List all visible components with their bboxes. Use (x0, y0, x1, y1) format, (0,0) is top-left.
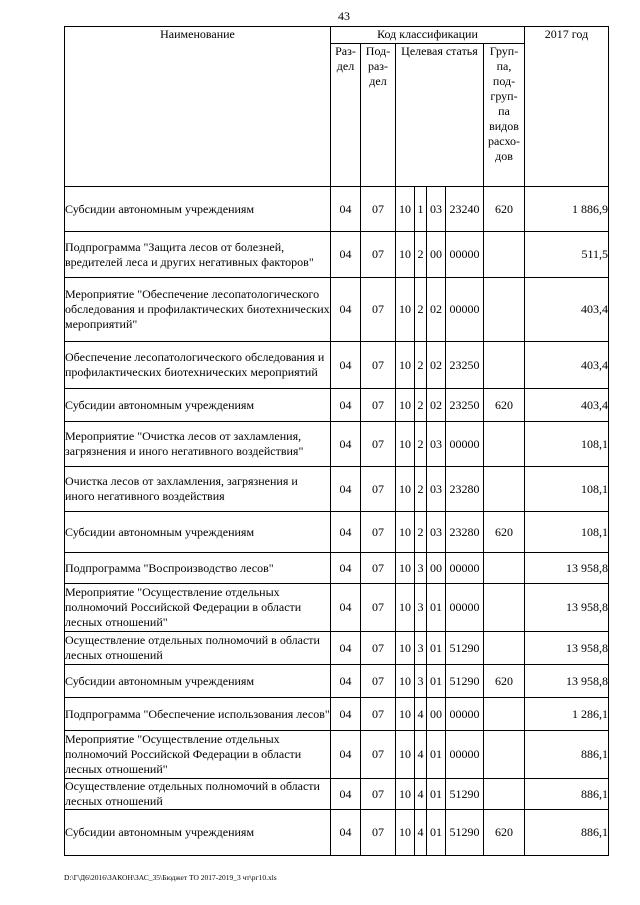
row-expense-type-cell (484, 342, 525, 389)
row-expense-type-cell: 620 (484, 810, 525, 856)
row-subprogram-code-cell: 2 (415, 422, 427, 467)
column-header-classification: Код классификации (331, 27, 525, 44)
row-event-code-cell: 00 (427, 698, 446, 731)
table-row (65, 389, 609, 422)
footer-file-path: D:\Г\Д6\2016\ЗАКОН\ЗАС_35\Бюджет ТО 2017-2019_3 чт\рг10.xls (64, 873, 277, 882)
column-header-subsection: Под- раз- дел (361, 44, 396, 187)
table-row (65, 278, 609, 342)
row-direction-code-cell: 00000 (446, 698, 484, 731)
row-event-code-cell: 01 (427, 632, 446, 665)
row-program-code-cell: 10 (396, 553, 415, 584)
row-subsection-cell: 07 (361, 342, 396, 389)
table-row (65, 467, 609, 512)
row-amount-cell: 511,5 (525, 232, 609, 278)
table-row (65, 779, 609, 810)
row-event-code-cell: 01 (427, 779, 446, 810)
row-event-code-cell: 01 (427, 810, 446, 856)
row-expense-type-cell (484, 731, 525, 779)
column-header-name: Наименование (65, 27, 331, 187)
row-program-code-cell: 10 (396, 278, 415, 342)
table-row (65, 810, 609, 856)
row-expense-type-cell: 620 (484, 389, 525, 422)
row-event-code-cell: 00 (427, 553, 446, 584)
row-direction-code-cell: 23250 (446, 342, 484, 389)
row-subsection-cell: 07 (361, 698, 396, 731)
row-section-cell: 04 (331, 512, 361, 553)
table-row (65, 187, 609, 232)
row-name-cell: Мероприятие "Обеспечение лесопатологического обследования и профилактических биотехнических мероприятий" (65, 278, 331, 342)
row-subprogram-code-cell: 4 (415, 810, 427, 856)
table-row (65, 698, 609, 731)
row-subsection-cell: 07 (361, 584, 396, 632)
row-expense-type-cell: 620 (484, 665, 525, 698)
row-direction-code-cell: 51290 (446, 810, 484, 856)
row-subprogram-code-cell: 1 (415, 187, 427, 232)
row-subprogram-code-cell: 2 (415, 342, 427, 389)
row-event-code-cell: 03 (427, 512, 446, 553)
row-expense-type-cell (484, 232, 525, 278)
row-program-code-cell: 10 (396, 389, 415, 422)
row-amount-cell: 1 286,1 (525, 698, 609, 731)
header-row-top (65, 27, 609, 44)
row-amount-cell: 13 958,8 (525, 553, 609, 584)
row-section-cell: 04 (331, 467, 361, 512)
row-section-cell: 04 (331, 665, 361, 698)
row-expense-type-cell (484, 632, 525, 665)
row-amount-cell: 13 958,8 (525, 665, 609, 698)
row-expense-type-cell: 620 (484, 512, 525, 553)
table-body (65, 187, 609, 856)
row-event-code-cell: 02 (427, 342, 446, 389)
row-subsection-cell: 07 (361, 632, 396, 665)
column-header-target-article: Целевая статья (396, 44, 484, 187)
row-program-code-cell: 10 (396, 698, 415, 731)
row-program-code-cell: 10 (396, 422, 415, 467)
row-direction-code-cell: 51290 (446, 779, 484, 810)
row-name-cell: Субсидии автономным учреждениям (65, 389, 331, 422)
row-program-code-cell: 10 (396, 731, 415, 779)
table-row (65, 553, 609, 584)
row-expense-type-cell (484, 467, 525, 512)
row-section-cell: 04 (331, 553, 361, 584)
row-expense-type-cell (484, 698, 525, 731)
row-direction-code-cell: 00000 (446, 232, 484, 278)
row-amount-cell: 13 958,8 (525, 584, 609, 632)
row-program-code-cell: 10 (396, 232, 415, 278)
row-event-code-cell: 02 (427, 389, 446, 422)
row-section-cell: 04 (331, 632, 361, 665)
row-direction-code-cell: 23240 (446, 187, 484, 232)
row-section-cell: 04 (331, 731, 361, 779)
row-amount-cell: 886,1 (525, 731, 609, 779)
row-amount-cell: 13 958,8 (525, 632, 609, 665)
row-subprogram-code-cell: 4 (415, 731, 427, 779)
row-name-cell: Субсидии автономным учреждениям (65, 665, 331, 698)
row-name-cell: Субсидии автономным учреждениям (65, 512, 331, 553)
row-direction-code-cell: 23250 (446, 389, 484, 422)
row-name-cell: Очистка лесов от захламления, загрязнения и иного негативного воздействия (65, 467, 331, 512)
row-subprogram-code-cell: 4 (415, 779, 427, 810)
row-subsection-cell: 07 (361, 665, 396, 698)
row-direction-code-cell: 00000 (446, 553, 484, 584)
row-amount-cell: 1 886,9 (525, 187, 609, 232)
row-subsection-cell: 07 (361, 389, 396, 422)
row-direction-code-cell: 00000 (446, 731, 484, 779)
column-header-expense-group: Груп- па, под- груп- па видов расхо- дов (484, 44, 525, 187)
row-subsection-cell: 07 (361, 278, 396, 342)
table-row (65, 232, 609, 278)
row-program-code-cell: 10 (396, 584, 415, 632)
row-subsection-cell: 07 (361, 187, 396, 232)
row-direction-code-cell: 00000 (446, 422, 484, 467)
row-section-cell: 04 (331, 342, 361, 389)
row-subprogram-code-cell: 4 (415, 698, 427, 731)
row-subsection-cell: 07 (361, 779, 396, 810)
row-subprogram-code-cell: 3 (415, 584, 427, 632)
row-subsection-cell: 07 (361, 512, 396, 553)
row-direction-code-cell: 23280 (446, 467, 484, 512)
row-subprogram-code-cell: 2 (415, 512, 427, 553)
row-subprogram-code-cell: 2 (415, 232, 427, 278)
table-row (65, 731, 609, 779)
budget-table (64, 26, 609, 856)
row-section-cell: 04 (331, 187, 361, 232)
row-direction-code-cell: 51290 (446, 632, 484, 665)
row-event-code-cell: 01 (427, 584, 446, 632)
row-subsection-cell: 07 (361, 553, 396, 584)
row-name-cell: Обеспечение лесопатологического обследования и профилактических биотехнических мероприятий (65, 342, 331, 389)
row-name-cell: Подпрограмма "Защита лесов от болезней, вредителей леса и других негативных факторов" (65, 232, 331, 278)
row-direction-code-cell: 00000 (446, 584, 484, 632)
row-expense-type-cell (484, 422, 525, 467)
row-direction-code-cell: 51290 (446, 665, 484, 698)
row-name-cell: Мероприятие "Осуществление отдельных полномочий Российской Федерации в области лесных отношений" (65, 584, 331, 632)
row-program-code-cell: 10 (396, 187, 415, 232)
row-amount-cell: 403,4 (525, 389, 609, 422)
row-subprogram-code-cell: 3 (415, 632, 427, 665)
row-direction-code-cell: 23280 (446, 512, 484, 553)
row-name-cell: Подпрограмма "Обеспечение использования лесов" (65, 698, 331, 731)
row-expense-type-cell: 620 (484, 187, 525, 232)
row-event-code-cell: 01 (427, 665, 446, 698)
table-row (65, 422, 609, 467)
row-section-cell: 04 (331, 698, 361, 731)
row-event-code-cell: 00 (427, 232, 446, 278)
table-row (65, 512, 609, 553)
table-row (65, 632, 609, 665)
row-subprogram-code-cell: 2 (415, 389, 427, 422)
row-program-code-cell: 10 (396, 810, 415, 856)
row-event-code-cell: 03 (427, 467, 446, 512)
row-expense-type-cell (484, 553, 525, 584)
row-program-code-cell: 10 (396, 342, 415, 389)
row-section-cell: 04 (331, 278, 361, 342)
row-name-cell: Мероприятие "Очистка лесов от захламления, загрязнения и иного негативного воздействия" (65, 422, 331, 467)
row-event-code-cell: 03 (427, 422, 446, 467)
row-section-cell: 04 (331, 779, 361, 810)
row-subsection-cell: 07 (361, 731, 396, 779)
row-amount-cell: 403,4 (525, 342, 609, 389)
row-name-cell: Субсидии автономным учреждениям (65, 810, 331, 856)
row-subsection-cell: 07 (361, 232, 396, 278)
row-program-code-cell: 10 (396, 467, 415, 512)
row-program-code-cell: 10 (396, 632, 415, 665)
row-program-code-cell: 10 (396, 512, 415, 553)
row-program-code-cell: 10 (396, 779, 415, 810)
row-expense-type-cell (484, 278, 525, 342)
row-amount-cell: 108,1 (525, 467, 609, 512)
row-section-cell: 04 (331, 584, 361, 632)
row-section-cell: 04 (331, 810, 361, 856)
column-header-section: Раз- дел (331, 44, 361, 187)
column-header-year: 2017 год (525, 27, 609, 187)
row-section-cell: 04 (331, 232, 361, 278)
row-program-code-cell: 10 (396, 665, 415, 698)
row-subsection-cell: 07 (361, 467, 396, 512)
page-number: 43 (338, 9, 350, 23)
row-subprogram-code-cell: 2 (415, 467, 427, 512)
row-name-cell: Субсидии автономным учреждениям (65, 187, 331, 232)
row-amount-cell: 403,4 (525, 278, 609, 342)
row-event-code-cell: 02 (427, 278, 446, 342)
row-subsection-cell: 07 (361, 810, 396, 856)
table-row (65, 665, 609, 698)
row-subprogram-code-cell: 3 (415, 665, 427, 698)
row-amount-cell: 108,1 (525, 512, 609, 553)
row-name-cell: Осуществление отдельных полномочий в области лесных отношений (65, 779, 331, 810)
row-name-cell: Мероприятие "Осуществление отдельных полномочий Российской Федерации в области лесных отношений" (65, 731, 331, 779)
row-amount-cell: 108,1 (525, 422, 609, 467)
table-row (65, 584, 609, 632)
table-row (65, 342, 609, 389)
row-subsection-cell: 07 (361, 422, 396, 467)
row-subprogram-code-cell: 3 (415, 553, 427, 584)
row-amount-cell: 886,1 (525, 779, 609, 810)
row-section-cell: 04 (331, 389, 361, 422)
row-name-cell: Осуществление отдельных полномочий в области лесных отношений (65, 632, 331, 665)
row-direction-code-cell: 00000 (446, 278, 484, 342)
row-subprogram-code-cell: 2 (415, 278, 427, 342)
row-name-cell: Подпрограмма "Воспроизводство лесов" (65, 553, 331, 584)
row-event-code-cell: 03 (427, 187, 446, 232)
row-event-code-cell: 01 (427, 731, 446, 779)
row-amount-cell: 886,1 (525, 810, 609, 856)
row-expense-type-cell (484, 584, 525, 632)
row-section-cell: 04 (331, 422, 361, 467)
row-expense-type-cell (484, 779, 525, 810)
